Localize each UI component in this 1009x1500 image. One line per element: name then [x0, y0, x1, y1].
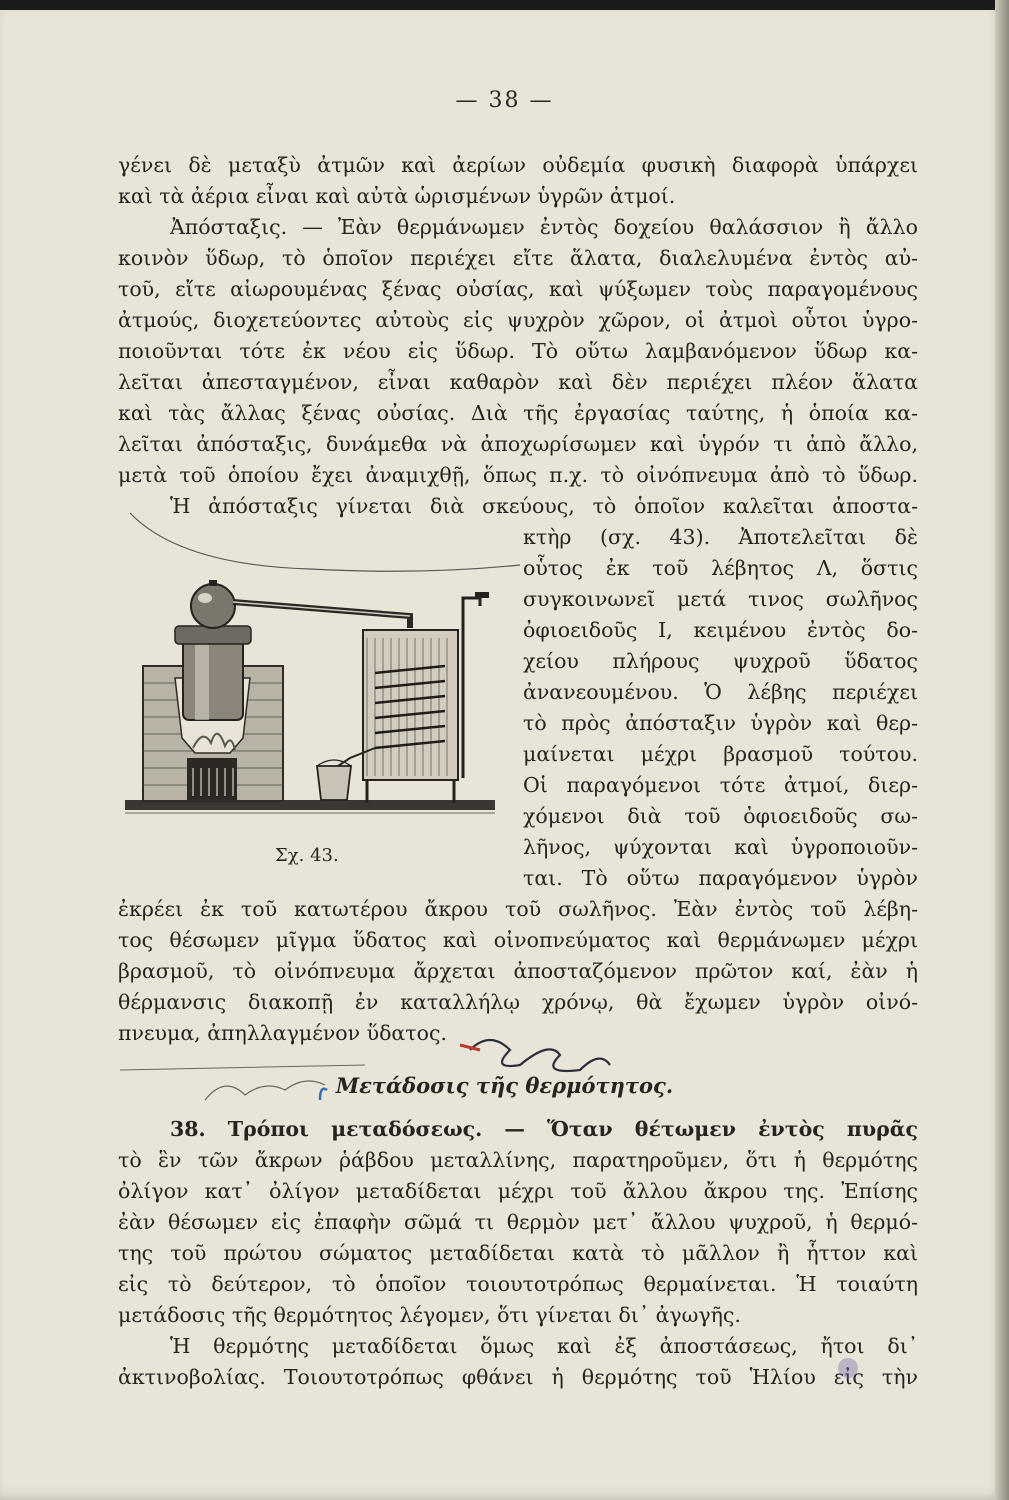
text-line: οὗτος ἐκ τοῦ λέβητος Λ, ὅστις — [523, 556, 918, 580]
intro-paragraph — [118, 150, 918, 212]
text-line: χείου πλήρους ψυχροῦ ὕδατος — [523, 649, 918, 673]
text-line: μαίνεται μέχρι βρασμοῦ τούτου. — [523, 742, 918, 766]
text-line: Ἡ θερμότης μεταδίδεται ὅμως καὶ ἐξ ἀποστάσεως, ἤτοι δι᾽ — [170, 1334, 918, 1358]
text-line: τος θέσωμεν μῖγμα ὕδατος καὶ οἰνοπνεύματος καὶ θερμάνωμεν μέχρι — [118, 928, 918, 952]
distillation-apparatus-figure — [125, 578, 495, 833]
text-line: τοῦ, εἴτε αἰωρουμένας ξένας οὐσίας, καὶ ψύξωμεν τοὺς παραγομένους — [118, 277, 918, 301]
page-number: — 38 — — [455, 88, 554, 113]
text-line: κοινὸν ὕδωρ, τὸ ὁποῖον περιέχει εἴτε ἅλατα, διαλελυμένα ἐντὸς αὐ- — [118, 246, 918, 270]
after-figure-paragraph — [118, 894, 918, 1049]
text-line: λῆνος, ψύχονται καὶ ὑγροποιοῦν- — [523, 835, 918, 859]
text-line: εἰς τὸ δεύτερον, τὸ ὁποῖον τοιουτοτρόπως θερμαίνεται. Ἡ τοιαύτη — [118, 1272, 918, 1296]
text-line: ἐκρέει ἐκ τοῦ κατωτέρου ἄκρου τοῦ σωλῆνος. Ἐὰν ἐντὸς τοῦ λέβη- — [118, 897, 918, 921]
text-line: λεῖται ἀπόσταξις, δυνάμεθα νὰ ἀποχωρίσωμεν καὶ ὑγρόν τι ἀπὸ ἄλλο, — [118, 432, 918, 456]
text-line: ἐὰν θέσωμεν εἰς ἐπαφὴν σῶμά τι θερμὸν μετ᾽ ἄλλου ψυχροῦ, ἡ θερμό- — [118, 1210, 918, 1234]
text-line: Ἡ ἀπόσταξις γίνεται διὰ σκεύους, τὸ ὁποῖον καλεῖται ἀποστα- — [170, 494, 918, 518]
text-line: ἀνανεουμένου. Ὁ λέβης περιέχει — [523, 680, 918, 704]
section-heading: Μετάδοσις τῆς θερμότητος. — [335, 1073, 674, 1098]
text-line: χόμενοι διὰ τοῦ ὀφιοειδοῦς σω- — [523, 804, 918, 828]
text-line: θέρμανσις διακοπῇ ἐν καταλλήλῳ χρόνῳ, θὰ ἔχωμεν ὑγρὸν οἰνό- — [118, 990, 918, 1014]
text-line: ται. Τὸ οὕτω παραγόμενον ὑγρὸν — [523, 866, 918, 890]
condenser — [363, 592, 489, 803]
text-line: τὸ πρὸς ἀπόσταξιν ὑγρὸν καὶ θερ- — [523, 711, 918, 735]
text-line: ὀφιοειδοῦς Ι, κειμένου ἐντὸς δο- — [523, 618, 918, 642]
text-line: βρασμοῦ, τὸ οἰνόπνευμα ἄρχεται ἀποσταζόμενον πρῶτον καί, ἐὰν ἡ — [118, 959, 918, 983]
page-edge — [995, 0, 1009, 1500]
text-line: ποιοῦνται τότε ἐκ νέου εἰς ὕδωρ. Τὸ οὕτω λαμβανόμενον ὕδωρ κα- — [118, 339, 918, 363]
text-line: γένει δὲ μεταξὺ ἀτμῶν καὶ ἀερίων οὐδεμία φυσικὴ διαφορὰ ὑπάρχει — [118, 153, 918, 177]
text-line: 38. Τρόποι μεταδόσεως. — Ὅταν θέτωμεν ἐντὸς πυρᾶς — [170, 1117, 918, 1141]
apostaxis-paragraph — [118, 212, 918, 522]
text-line: Οἱ παραγόμενοι τότε ἀτμοί, διερ- — [523, 773, 918, 797]
text-line: λεῖται ἀπεσταγμένον, εἶναι καθαρὸν καὶ δὲν περιέχει πλέον ἅλατα — [118, 370, 918, 394]
text-line: κτὴρ (σχ. 43). Ἀποτελεῖται δὲ — [523, 525, 918, 549]
text-line: ὀλίγον κατ᾽ ὀλίγον μεταδίδεται μέχρι τοῦ ἄλλου ἄκρου της. Ἐπίσης — [118, 1179, 918, 1203]
collecting-bucket — [317, 760, 351, 800]
text-line: συγκοινωνεῖ μετά τινος σωλῆνος — [523, 587, 918, 611]
text-line: ἀκτινοβολίας. Τοιουτοτρόπως φθάνει ἡ θερμότης τοῦ Ἡλίου εἰς τὴν — [118, 1365, 918, 1389]
figure-side-column — [523, 522, 918, 894]
text-line: καὶ τὰς ἄλλας ξένας οὐσίας. Διὰ τῆς ἐργασίας ταύτης, ἡ ὁποία κα- — [118, 401, 918, 425]
text-line: Ἀπόσταξις. — Ἐὰν θερμάνωμεν ἐντὸς δοχείου θαλάσσιον ἢ ἄλλο — [170, 215, 918, 239]
section-38-paragraph — [118, 1114, 918, 1393]
text-line: τὸ ἓν τῶν ἄκρων ῥάβδου μεταλλίνης, παρατηροῦμεν, ὅτι ἡ θερμότης — [118, 1148, 918, 1172]
text-line: μετὰ τοῦ ὁποίου ἔχει ἀναμιχθῇ, ὅπως π.χ. τὸ οἰνόπνευμα ἀπὸ τὸ ὕδωρ. — [118, 463, 918, 487]
text-line: μετάδοσις τῆς θερμότητος λέγομεν, ὅτι γίνεται δι᾽ ἀγωγῆς. — [118, 1303, 741, 1327]
text-line: της τοῦ πρώτου σώματος μεταδίδεται κατὰ τὸ μᾶλλον ἢ ἧττον καὶ — [118, 1241, 918, 1265]
text-line: καὶ τὰ ἀέρια εἶναι καὶ αὐτὰ ὡρισμένων ὑγρῶν ἀτμοί. — [118, 184, 676, 208]
figure-caption: Σχ. 43. — [275, 845, 339, 866]
text-line: ἀτμούς, διοχετεύοντες αὐτοὺς εἰς ψυχρὸν χῶρον, οἱ ἀτμοὶ οὗτοι ὑγρο- — [118, 308, 918, 332]
text-line: πνευμα, ἀπηλλαγμένον ὕδατος. — [118, 1021, 447, 1045]
